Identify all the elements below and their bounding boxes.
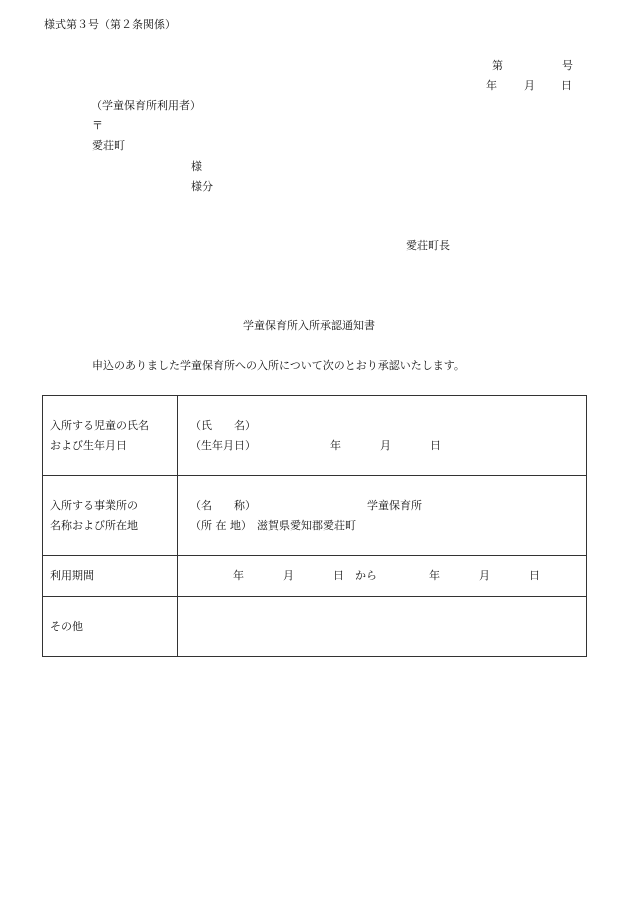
child-birth-label: （生年月日） xyxy=(190,438,256,452)
issue-number-suffix: 号 xyxy=(562,59,573,72)
period-from-month: 月 xyxy=(283,569,294,582)
row-label-child-line2: および生年月日 xyxy=(50,438,127,452)
row-value-facility xyxy=(178,476,587,556)
row-value-other xyxy=(178,597,587,657)
period-to-year: 年 xyxy=(429,569,440,582)
facility-name-label: （名 称） xyxy=(190,498,256,512)
birth-month: 月 xyxy=(380,438,391,452)
recipient-label: （学童保育所利用者） xyxy=(91,99,201,112)
recipient-honorific-guardian: 様分 xyxy=(191,180,213,193)
period-from-day: 日 xyxy=(333,569,344,582)
row-label-other: その他 xyxy=(43,597,178,657)
facility-address-value: 滋賀県愛知郡愛荘町 xyxy=(257,518,356,532)
table-row-other xyxy=(43,597,587,657)
issue-date-year: 年 xyxy=(486,79,497,92)
postal-mark: 〒 xyxy=(92,119,103,132)
birth-year: 年 xyxy=(330,438,341,452)
table-row-child xyxy=(43,396,587,476)
child-name-label: （氏 名） xyxy=(190,418,256,432)
row-label-facility-line1: 入所する事業所の xyxy=(50,498,138,512)
period-from-year: 年 xyxy=(233,569,244,582)
row-label-child-line1: 入所する児童の氏名 xyxy=(50,418,149,432)
form-number-label: 様式第３号（第２条関係） xyxy=(44,18,176,31)
row-label-facility xyxy=(43,476,178,556)
document-title: 学童保育所入所承認通知書 xyxy=(243,319,375,332)
issue-number-prefix: 第 xyxy=(492,59,503,72)
sender-title: 愛荘町長 xyxy=(406,239,450,252)
issue-date-day: 日 xyxy=(561,79,572,92)
recipient-town: 愛荘町 xyxy=(92,139,125,152)
issue-date-month: 月 xyxy=(524,79,535,92)
row-label-child xyxy=(43,396,178,476)
birth-day: 日 xyxy=(430,438,441,452)
table-row-facility xyxy=(43,476,587,556)
period-to-month: 月 xyxy=(479,569,490,582)
period-from-word: から xyxy=(355,569,377,582)
table-row-period xyxy=(43,556,587,597)
facility-address-label: （所 在 地） xyxy=(190,518,252,532)
facility-suffix: 学童保育所 xyxy=(367,498,422,512)
document-body: 申込のありました学童保育所への入所について次のとおり承認いたします。 xyxy=(92,359,465,372)
row-value-period xyxy=(178,556,587,597)
recipient-honorific: 様 xyxy=(191,160,202,173)
row-label-facility-line2: 名称および所在地 xyxy=(50,518,138,532)
period-to-day: 日 xyxy=(529,569,540,582)
application-table xyxy=(42,395,587,657)
row-value-child xyxy=(178,396,587,476)
row-label-period: 利用期間 xyxy=(43,556,178,597)
